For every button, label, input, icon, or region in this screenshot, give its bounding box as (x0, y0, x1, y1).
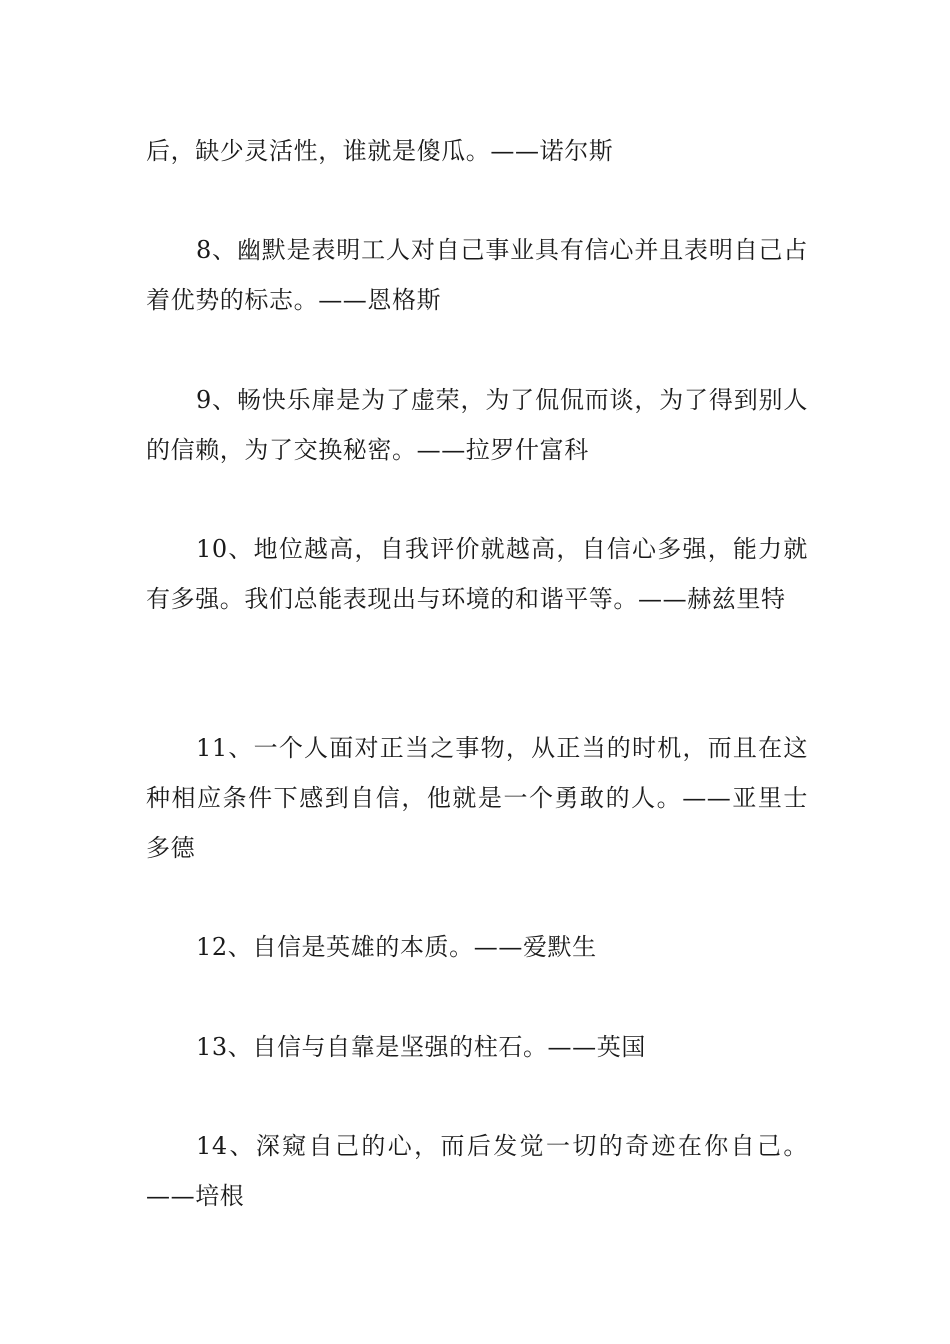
paragraph-continuation: 后，缺少灵活性，谁就是傻瓜。——诺尔斯 (146, 137, 614, 165)
quote-13: 13、自信与自靠是坚强的柱石。——英国 (196, 1033, 646, 1061)
quote-11: 11、一个人面对正当之事物，从正当的时机，而且在这种相应条件下感到自信，他就是一个勇敢的人。——亚里士多德 (146, 734, 808, 862)
quote-8: 8、幽默是表明工人对自己事业具有信心并且表明自己占着优势的标志。——恩格斯 (146, 236, 808, 314)
quote-14: 14、深窥自己的心，而后发觉一切的奇迹在你自己。——培根 (146, 1132, 808, 1210)
quote-10: 10、地位越高，自我评价就越高，自信心多强，能力就有多强。我们总能表现出与环境的和谐平等。——赫兹里特 (146, 535, 808, 613)
quote-12: 12、自信是英雄的本质。——爱默生 (196, 933, 597, 961)
quote-9: 9、畅快乐扉是为了虚荣，为了侃侃而谈，为了得到别人的信赖，为了交换秘密。——拉罗什富科 (146, 386, 808, 464)
